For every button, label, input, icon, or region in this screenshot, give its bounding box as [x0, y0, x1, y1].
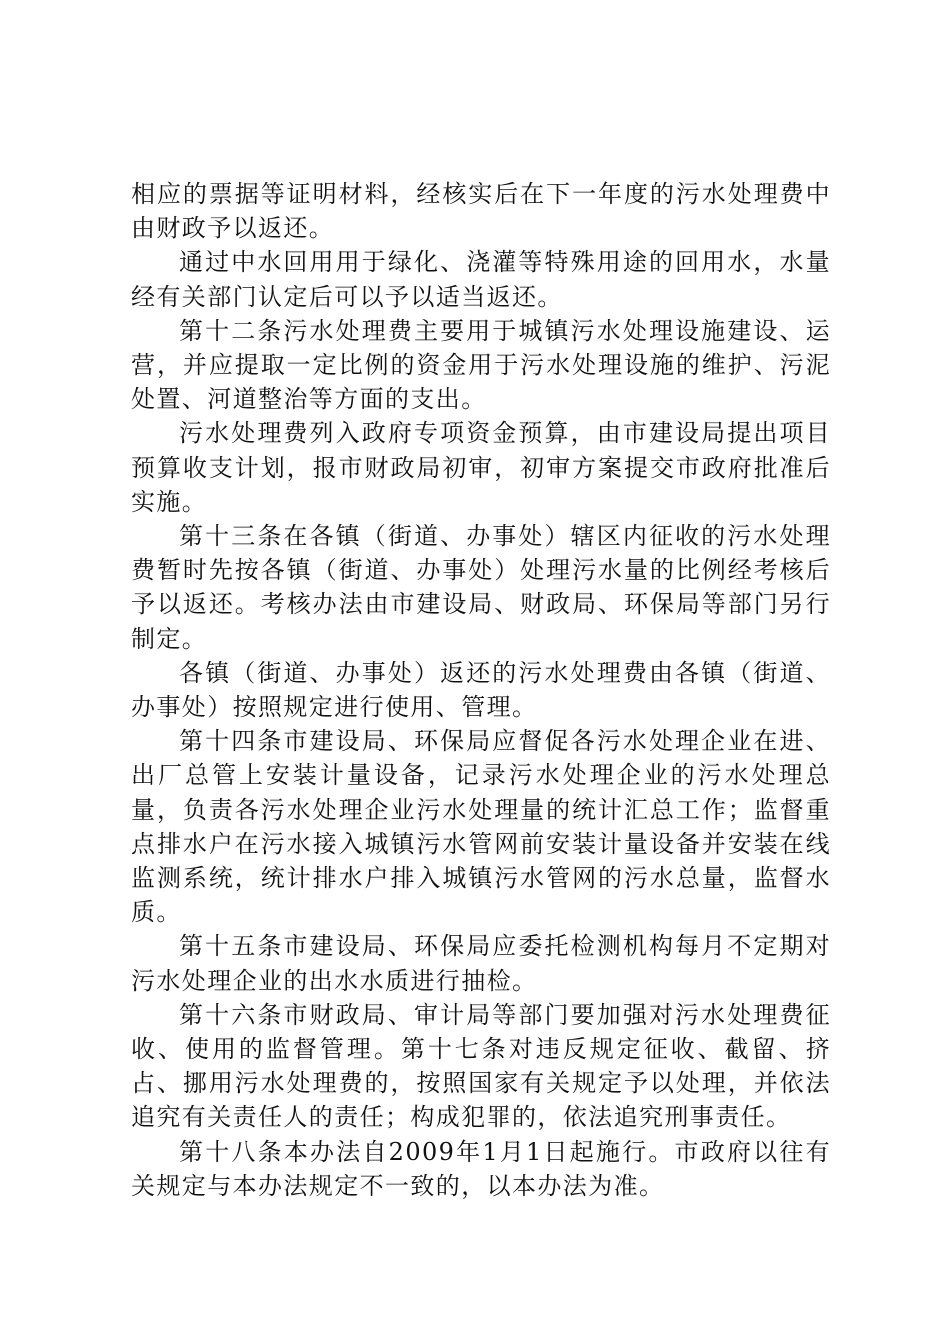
paragraph-town-refund: 各镇（街道、办事处）返还的污水处理费由各镇（街道、办事处）按照规定进行使用、管理。 [131, 658, 831, 722]
paragraph-continuation: 相应的票据等证明材料，经核实后在下一年度的污水处理费中由财政予以返还。 [131, 180, 831, 243]
paragraph-budget: 污水处理费列入政府专项资金预算，由市建设局提出项目预算收支计划，报市财政局初审，初审方案提交市政府批准后实施。 [131, 419, 831, 516]
paragraph-article-12: 第十二条污水处理费主要用于城镇污水处理设施建设、运营，并应提取一定比例的资金用于污水处理设施的维护、污泥处置、河道整治等方面的支出。 [131, 316, 831, 414]
document-body [131, 177, 831, 1203]
paragraph-article-13: 第十三条在各镇（街道、办事处）辖区内征收的污水处理费暂时先按各镇（街道、办事处）处理污水量的比例经考核后予以返还。考核办法由市建设局、财政局、环保局等部门另行制定。 [131, 522, 831, 653]
paragraph-reclaimed-water: 通过中水回用用于绿化、浇灌等特殊用途的回用水，水量经有关部门认定后可以予以适当返还。 [131, 248, 831, 311]
paragraph-article-18: 第十八条本办法自2009年1月1日起施行。市政府以往有关规定与本办法规定不一致的，以本办法为准。 [131, 1137, 831, 1200]
paragraph-article-15: 第十五条市建设局、环保局应委托检测机构每月不定期对污水处理企业的出水水质进行抽检。 [131, 932, 831, 995]
paragraph-article-16-17: 第十六条市财政局、审计局等部门要加强对污水处理费征收、使用的监督管理。第十七条对违反规定征收、截留、挤占、挪用污水处理费的，按照国家有关规定予以处理，并依法追究有关责任人的责任；构成犯罪的，依法追究刑事责任。 [131, 1000, 831, 1132]
paragraph-article-14: 第十四条市建设局、环保局应督促各污水处理企业在进、出厂总管上安装计量设备，记录污水处理企业的污水处理总量，负责各污水处理企业污水处理量的统计汇总工作；监督重点排水户在污水接入城镇污水管网前安装计量设备并安装在线监测系统，统计排水户排入城镇污水管网的污水总量，监督水质。 [131, 727, 831, 927]
